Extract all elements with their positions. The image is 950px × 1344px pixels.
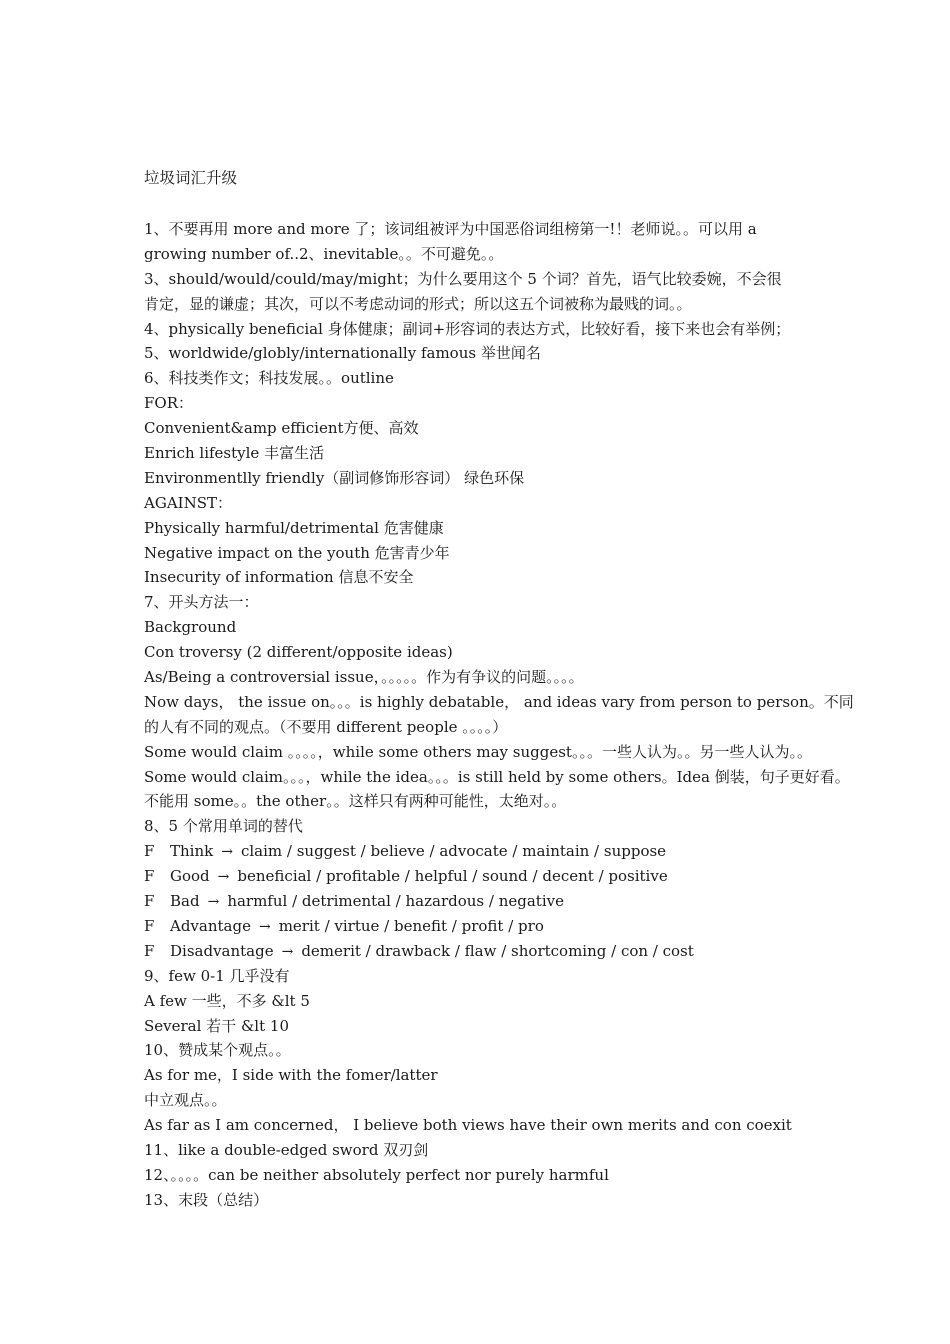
synonym-row xyxy=(144,914,808,939)
common-word: Good xyxy=(170,867,210,886)
text-line: 7、开头方法一： xyxy=(144,593,259,612)
bullet-letter: F xyxy=(144,867,155,886)
text-line: 11、like a double-edged sword 双刃剑 xyxy=(144,1140,429,1159)
text-line: Physically harmful/detrimental 危害健康 xyxy=(144,518,444,537)
text-line: 肯定，显的谦虚；其次，可以不考虑动词的形式；所以这五个词被称为最贱的词。。 xyxy=(144,294,692,313)
common-word: Disadvantage xyxy=(170,941,274,960)
text-line: AGAINST： xyxy=(144,493,232,512)
text-line: Some would claim。。。，while the idea。。。is still held by some others。Idea 倒装，句子更好看。 xyxy=(144,767,850,786)
text-line: 4、physically beneficial 身体健康；副词+形容词的表达方式，比较好看，接下来也会有举例； xyxy=(144,319,791,338)
text-line: 8、5 个常用单词的替代 xyxy=(144,817,303,836)
text-line: 10、赞成某个观点。。 xyxy=(144,1041,291,1060)
common-word: Think xyxy=(170,842,214,861)
bullet-letter: F xyxy=(144,916,155,935)
synonym-row xyxy=(144,939,808,964)
text-line: growing number of..2、inevitable。。不可避免。。 xyxy=(144,244,504,263)
document-body xyxy=(144,217,854,1213)
text-line: As for me，I side with the fomer/latter xyxy=(144,1066,438,1085)
text-line: Background xyxy=(144,618,237,637)
text-line: Convenient&amp efficient方便、高效 xyxy=(144,419,419,438)
arrow-right-icon: → xyxy=(281,943,294,960)
synonym-row xyxy=(144,889,808,914)
bullet-letter: F xyxy=(144,941,155,960)
text-line: As far as I am concerned， I believe both views have their own merits and con coexit xyxy=(144,1116,792,1135)
bullet-letter: F xyxy=(144,892,155,911)
text-line: 5、worldwide/globly/internationally famous 举世闻名 xyxy=(144,344,541,363)
text-line: 不能用 some。。the other。。这样只有两种可能性，太绝对。。 xyxy=(144,792,567,811)
text-line: 13、末段（总结） xyxy=(144,1190,269,1209)
text-line: Con troversy (2 different/opposite ideas) xyxy=(144,643,453,662)
bullet-letter: F xyxy=(144,842,155,861)
text-line: Environmentlly friendly（副词修饰形容词） 绿色环保 xyxy=(144,468,525,487)
common-word: Bad xyxy=(170,892,200,911)
text-line: 9、few 0-1 几乎没有 xyxy=(144,966,290,985)
arrow-right-icon: → xyxy=(207,894,220,911)
text-line: 1、不要再用 more and more 了；该词组被评为中国恶俗词组榜第一!！老师说。。可以用 a xyxy=(144,220,757,238)
text-line: Several 若干 &lt 10 xyxy=(144,1016,289,1035)
text-line: Negative impact on the youth 危害青少年 xyxy=(144,543,450,562)
text-line: As/Being a controversial issue，。。。。。作为有争议的问题。。。。 xyxy=(144,668,584,687)
text-line: 3、should/would/could/may/might；为什么要用这个 5 个词？首先，语气比较委婉，不会很 xyxy=(144,269,782,288)
text-line: Insecurity of information 信息不安全 xyxy=(144,568,414,587)
text-line: 6、科技类作文；科技发展。。outline xyxy=(144,369,394,388)
alternative-words: merit / virtue / benefit / profit / pro xyxy=(278,916,544,935)
text-line: Now days， the issue on。。。is highly debatable， and ideas vary from person to person。不同 xyxy=(144,692,854,711)
text-line: 12、。。。。can be neither absolutely perfect nor purely harmful xyxy=(144,1165,609,1184)
text-line: FOR： xyxy=(144,394,193,413)
text-line: 的人有不同的观点。（不要用 different people 。。。。） xyxy=(144,717,508,736)
alternative-words: claim / suggest / believe / advocate / maintain / suppose xyxy=(240,842,667,861)
alternative-words: demerit / drawback / flaw / shortcoming / con / cost xyxy=(301,941,694,960)
document-title: 垃圾词汇升级 xyxy=(144,169,238,187)
arrow-right-icon: → xyxy=(258,918,271,935)
common-word: Advantage xyxy=(170,916,251,935)
alternative-words: beneficial / profitable / helpful / sound / decent / positive xyxy=(237,867,668,886)
arrow-right-icon: → xyxy=(217,869,230,886)
text-line: 中立观点。。 xyxy=(144,1091,227,1110)
synonym-row xyxy=(144,839,808,864)
text-line: A few 一些，不多 &lt 5 xyxy=(144,991,310,1010)
synonym-row xyxy=(144,864,808,889)
alternative-words: harmful / detrimental / hazardous / negative xyxy=(227,892,564,911)
arrow-right-icon: → xyxy=(221,844,233,861)
text-line: Some would claim 。。。。，while some others may suggest。。。一些人认为。。另一些人认为。。 xyxy=(144,742,812,761)
text-line: Enrich lifestyle 丰富生活 xyxy=(144,444,325,463)
